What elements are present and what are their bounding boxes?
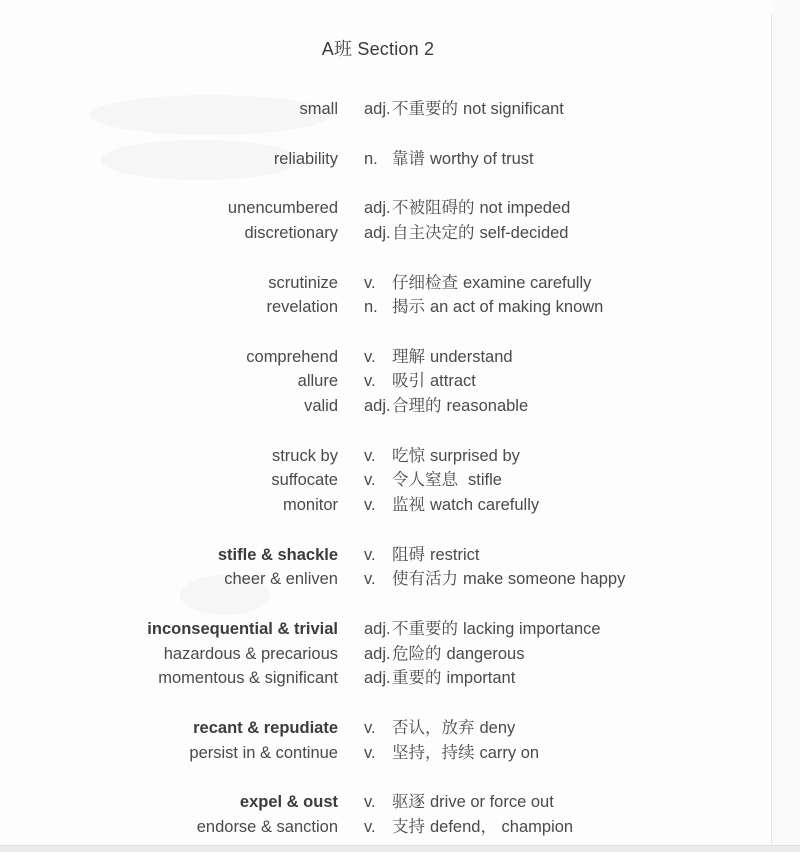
definition: [392, 445, 520, 467]
definition-chinese: 不重要的: [392, 620, 458, 638]
definition-chinese: 自主决定的: [392, 224, 475, 242]
headword: unencumbered: [227, 199, 338, 217]
definition: [392, 272, 591, 294]
headword: inconsequential & trivial: [147, 620, 338, 638]
definition-chinese: 合理的: [392, 397, 442, 415]
definition-english: surprised by: [430, 447, 520, 465]
vocab-entry: [0, 148, 772, 170]
definition-english: carry on: [479, 744, 540, 762]
definition-english: dangerous: [446, 645, 525, 663]
definition-chinese: 重要的: [392, 669, 442, 687]
headword: valid: [304, 397, 338, 415]
definition-chinese: 不被阻碍的: [392, 199, 475, 217]
headword: discretionary: [244, 224, 338, 242]
vocab-entry: [0, 296, 772, 318]
headword: momentous & significant: [158, 669, 338, 687]
definition: [392, 469, 502, 491]
part-of-speech: adj.: [364, 224, 391, 242]
definition: [392, 148, 534, 170]
vocab-entry: [0, 667, 772, 689]
part-of-speech: adj.: [364, 100, 391, 118]
part-of-speech: adj.: [364, 669, 391, 687]
part-of-speech: v.: [364, 274, 376, 292]
definition-chinese: 否认，放弃: [392, 719, 475, 737]
definition: [392, 370, 476, 392]
definition-chinese: 使有活力: [392, 570, 458, 588]
vocab-entry: [0, 98, 772, 120]
definition: [392, 296, 603, 318]
definition-english: attract: [430, 372, 476, 390]
headword: allure: [297, 372, 338, 390]
headword: revelation: [266, 298, 338, 316]
definition: [392, 791, 554, 813]
part-of-speech: v.: [364, 471, 376, 489]
definition-english: make someone happy: [463, 570, 626, 588]
part-of-speech: adj.: [364, 397, 391, 415]
definition: [392, 222, 568, 244]
definition-chinese: 揭示: [392, 298, 425, 316]
headword: cheer & enliven: [224, 570, 338, 588]
page-right-margin: [772, 0, 800, 846]
headword: persist in & continue: [189, 744, 338, 762]
definition-chinese: 吸引: [392, 372, 425, 390]
vocab-entry: [0, 568, 772, 590]
definition-chinese: 阻碍: [392, 546, 425, 564]
vocab-entry: [0, 618, 772, 640]
definition-english: watch carefully: [430, 496, 540, 514]
definition-english: not significant: [463, 100, 564, 118]
definition-chinese: 危险的: [392, 645, 442, 663]
headword: recant & repudiate: [193, 719, 338, 737]
headword: struck by: [271, 447, 338, 465]
definition-chinese: 不重要的: [392, 100, 458, 118]
vocab-entry: [0, 370, 772, 392]
vocab-entry: [0, 197, 772, 219]
definition: [392, 197, 570, 219]
vocab-entry: [0, 544, 772, 566]
definition-english: examine carefully: [463, 274, 592, 292]
headword: scrutinize: [268, 274, 338, 292]
definition-english: stifle: [468, 471, 502, 489]
definition-english: important: [446, 669, 516, 687]
headword: endorse & sanction: [196, 818, 338, 836]
definition-chinese: 驱逐: [392, 793, 425, 811]
definition: [392, 494, 539, 516]
vocab-entry: [0, 272, 772, 294]
part-of-speech: adj.: [364, 620, 391, 638]
vocab-entry: [0, 742, 772, 764]
definition-chinese: 仔细检查: [392, 274, 458, 292]
headword: hazardous & precarious: [163, 645, 338, 663]
definition: [392, 98, 564, 120]
definition-chinese: 吃惊: [392, 447, 425, 465]
definition-chinese: 理解: [392, 348, 425, 366]
definition-english: self-decided: [479, 224, 569, 242]
vocab-entry: [0, 816, 772, 838]
definition-chinese: 支持: [392, 818, 425, 836]
definition-english: worthy of trust: [430, 150, 534, 168]
definition: [392, 667, 515, 689]
definition-english: not impeded: [479, 199, 571, 217]
vocab-entry: [0, 445, 772, 467]
headword: small: [299, 100, 338, 118]
page-edge-line: [771, 14, 772, 844]
definition: [392, 742, 539, 764]
definition-chinese: 坚持，持续: [392, 744, 475, 762]
headword: reliability: [273, 150, 338, 168]
part-of-speech: adj.: [364, 199, 391, 217]
part-of-speech: n.: [364, 150, 378, 168]
part-of-speech: v.: [364, 546, 376, 564]
definition-chinese: 靠谱: [392, 150, 425, 168]
definition: [392, 717, 515, 739]
part-of-speech: v.: [364, 744, 376, 762]
definition: [392, 544, 480, 566]
vocab-entry: [0, 791, 772, 813]
definition-chinese: 监视: [392, 496, 425, 514]
definition-english: reasonable: [446, 397, 529, 415]
definition-english: defend， champion: [430, 818, 574, 836]
definition: [392, 816, 573, 838]
part-of-speech: v.: [364, 372, 376, 390]
definition-english: drive or force out: [430, 793, 554, 811]
definition-english: lacking importance: [463, 620, 601, 638]
part-of-speech: v.: [364, 793, 376, 811]
vocab-entry: [0, 469, 772, 491]
definition: [392, 618, 601, 640]
part-of-speech: v.: [364, 447, 376, 465]
vocab-entry: [0, 643, 772, 665]
definition: [392, 643, 524, 665]
definition: [392, 395, 528, 417]
vocab-entry: [0, 717, 772, 739]
part-of-speech: adj.: [364, 645, 391, 663]
bottom-edge-bar: [0, 845, 800, 852]
headword: monitor: [282, 496, 338, 514]
definition-chinese: 令人窒息: [392, 471, 458, 489]
definition: [392, 346, 513, 368]
headword: expel & oust: [239, 793, 338, 811]
vocab-entry: [0, 494, 772, 516]
part-of-speech: v.: [364, 348, 376, 366]
definition-english: restrict: [430, 546, 480, 564]
part-of-speech: v.: [364, 719, 376, 737]
headword: comprehend: [246, 348, 338, 366]
headword: stifle & shackle: [217, 546, 338, 564]
part-of-speech: v.: [364, 570, 376, 588]
headword: suffocate: [271, 471, 338, 489]
vocab-entry: [0, 395, 772, 417]
vocab-entry: [0, 222, 772, 244]
definition-english: understand: [430, 348, 513, 366]
part-of-speech: n.: [364, 298, 378, 316]
part-of-speech: v.: [364, 496, 376, 514]
definition-english: deny: [479, 719, 516, 737]
vocab-entry: [0, 346, 772, 368]
part-of-speech: v.: [364, 818, 376, 836]
definition-english: an act of making known: [430, 298, 604, 316]
page-title: A班 Section 2: [321, 39, 435, 59]
definition: [392, 568, 625, 590]
